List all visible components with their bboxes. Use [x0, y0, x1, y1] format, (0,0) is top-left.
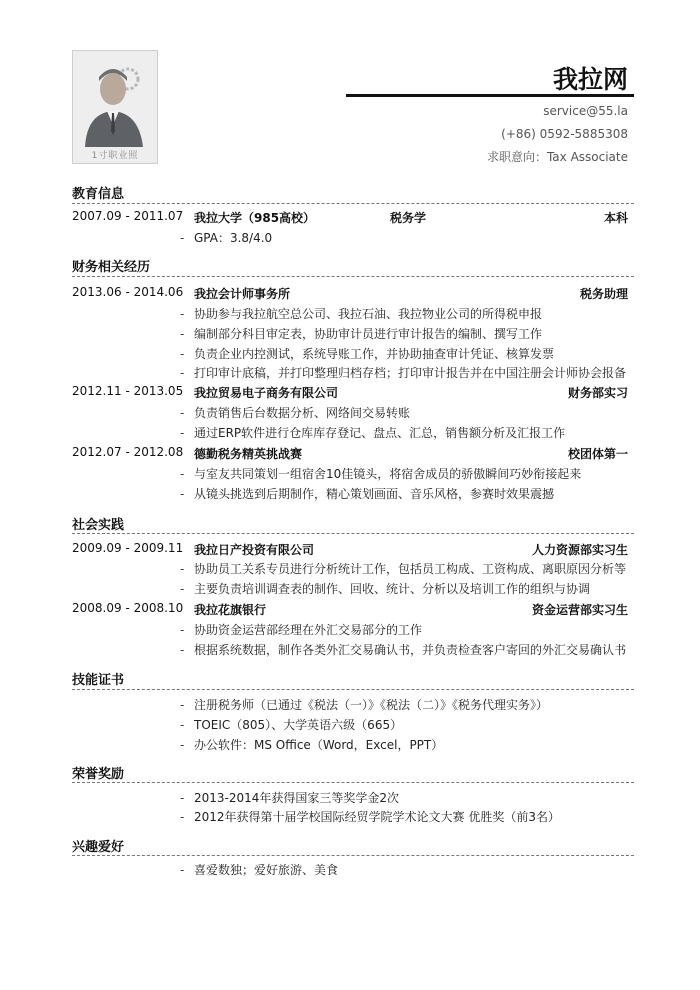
list-item: - 主要负责培训调查表的制作、回收、统计、分析以及培训工作的组织与协调 — [180, 582, 591, 596]
list-item: - 打印审计底稿，并打印整理归档存档；打印审计报告并在中国注册会计师协会报备 — [180, 366, 627, 380]
list-item: - 与室友共同策划一组宿舍10佳镜头，将宿舍成员的骄傲瞬间巧妙衔接起来 — [180, 467, 582, 481]
role-title: 校团体第一 — [567, 447, 628, 461]
profile-photo — [72, 50, 158, 164]
bullet-marker: - — [180, 738, 185, 752]
section-title-finance: 财务相关经历 — [72, 260, 151, 275]
org-name: 我拉花旗银行 — [194, 603, 267, 617]
section-divider — [72, 533, 634, 534]
list-item: - 根据系统数据，制作各类外汇交易确认书，并负责检查客户寄回的外汇交易确认书 — [180, 643, 627, 657]
section-title-education: 教育信息 — [72, 187, 125, 202]
entry-date: 2013.06 - 2014.06 — [72, 285, 184, 299]
bullet-marker: - — [180, 406, 185, 420]
list-item: - 协助资金运营部经理在外汇交易部分的工作 — [180, 623, 423, 637]
bullet-marker: - — [180, 366, 185, 380]
list-item: - 通过ERP软件进行仓库库存登记、盘点、汇总，销售额分析及汇报工作 — [180, 426, 566, 440]
bullet-marker: - — [180, 718, 185, 732]
bullet-marker: - — [180, 426, 185, 440]
name-underline — [346, 94, 634, 97]
org-name: 德勤税务精英挑战赛 — [194, 447, 303, 461]
entry-date: 2009.09 - 2009.11 — [72, 541, 184, 555]
org-name: 我拉贸易电子商务有限公司 — [194, 386, 339, 400]
role-title: 税务助理 — [579, 287, 628, 301]
bullet-marker: - — [180, 623, 185, 637]
candidate-name: 我拉网 — [552, 65, 628, 94]
bullet-marker: - — [180, 231, 185, 245]
school-name: 我拉大学（985高校） — [194, 211, 316, 225]
role-title: 资金运营部实习生 — [531, 603, 628, 617]
list-item: - 负责销售后台数据分析、网络间交易转账 — [180, 406, 411, 420]
photo-caption: 1寸职业照 — [91, 151, 139, 161]
entry-date: 2012.07 - 2012.08 — [72, 445, 184, 459]
bullet-marker: - — [180, 487, 185, 501]
entry-date: 2008.09 - 2008.10 — [72, 601, 184, 615]
section-title-social: 社会实践 — [72, 518, 125, 533]
section-divider — [72, 276, 634, 277]
bullet-marker: - — [180, 347, 185, 361]
bullet-marker: - — [180, 810, 185, 824]
list-item: - 2012年获得第十届学校国际经贸学院学术论文大赛 优胜奖（前3名） — [180, 810, 560, 824]
list-item: - 编制部分科目审定表，协助审计员进行审计报告的编制、撰写工作 — [180, 327, 543, 341]
role-title: 人力资源部实习生 — [531, 543, 628, 557]
org-name: 我拉日产投资有限公司 — [194, 543, 315, 557]
bullet-marker: - — [180, 643, 185, 657]
list-item: - 喜爱数独；爱好旅游、美食 — [180, 863, 339, 877]
role-title: 财务部实习 — [567, 386, 628, 400]
section-divider — [72, 689, 634, 690]
entry-date: 2007.09 - 2011.07 — [72, 209, 184, 223]
section-divider — [72, 203, 634, 204]
bullet-marker: - — [180, 698, 185, 712]
bullet-marker: - — [180, 562, 185, 576]
list-item: - GPA：3.8/4.0 — [180, 231, 273, 245]
list-item: - 协助员工关系专员进行分析统计工作，包括员工构成、工资构成、离职原因分析等 — [180, 562, 627, 576]
list-item: - TOEIC（805）、大学英语六级（665） — [180, 718, 403, 732]
bullet-marker: - — [180, 327, 185, 341]
section-divider — [72, 782, 634, 783]
bullet-marker: - — [180, 791, 185, 805]
job-objective: 求职意向：Tax Associate — [486, 150, 628, 164]
degree: 本科 — [603, 211, 628, 225]
person-silhouette-icon — [73, 51, 157, 163]
major: 税务学 — [390, 211, 427, 225]
section-title-honors: 荣誉奖励 — [72, 767, 125, 782]
list-item: - 办公软件：MS Office（Word，Excel，PPT） — [180, 738, 444, 752]
bullet-marker: - — [180, 863, 185, 877]
bullet-marker: - — [180, 307, 185, 321]
entry-date: 2012.11 - 2013.05 — [72, 384, 184, 398]
section-title-hobbies: 兴趣爱好 — [72, 840, 125, 855]
list-item: - 2013-2014年获得国家三等奖学金2次 — [180, 791, 400, 805]
list-item: - 协助参与我拉航空总公司、我拉石油、我拉物业公司的所得税申报 — [180, 307, 543, 321]
list-item: - 从镜头挑选到后期制作，精心策划画面、音乐风格，参赛时效果震撼 — [180, 487, 555, 501]
list-item: - 注册税务师（已通过《税法（一）》《税法（二）》《税务代理实务》） — [180, 698, 549, 712]
bullet-marker: - — [180, 582, 185, 596]
section-divider — [72, 855, 634, 856]
org-name: 我拉会计师事务所 — [194, 287, 291, 301]
contact-phone: (+86) 0592-5885308 — [501, 127, 628, 141]
bullet-marker: - — [180, 467, 185, 481]
contact-email: service@55.la — [543, 104, 628, 118]
section-title-skills: 技能证书 — [72, 673, 125, 688]
list-item: - 负责企业内控测试，系统导账工作，并协助抽查审计凭证、核算发票 — [180, 347, 555, 361]
